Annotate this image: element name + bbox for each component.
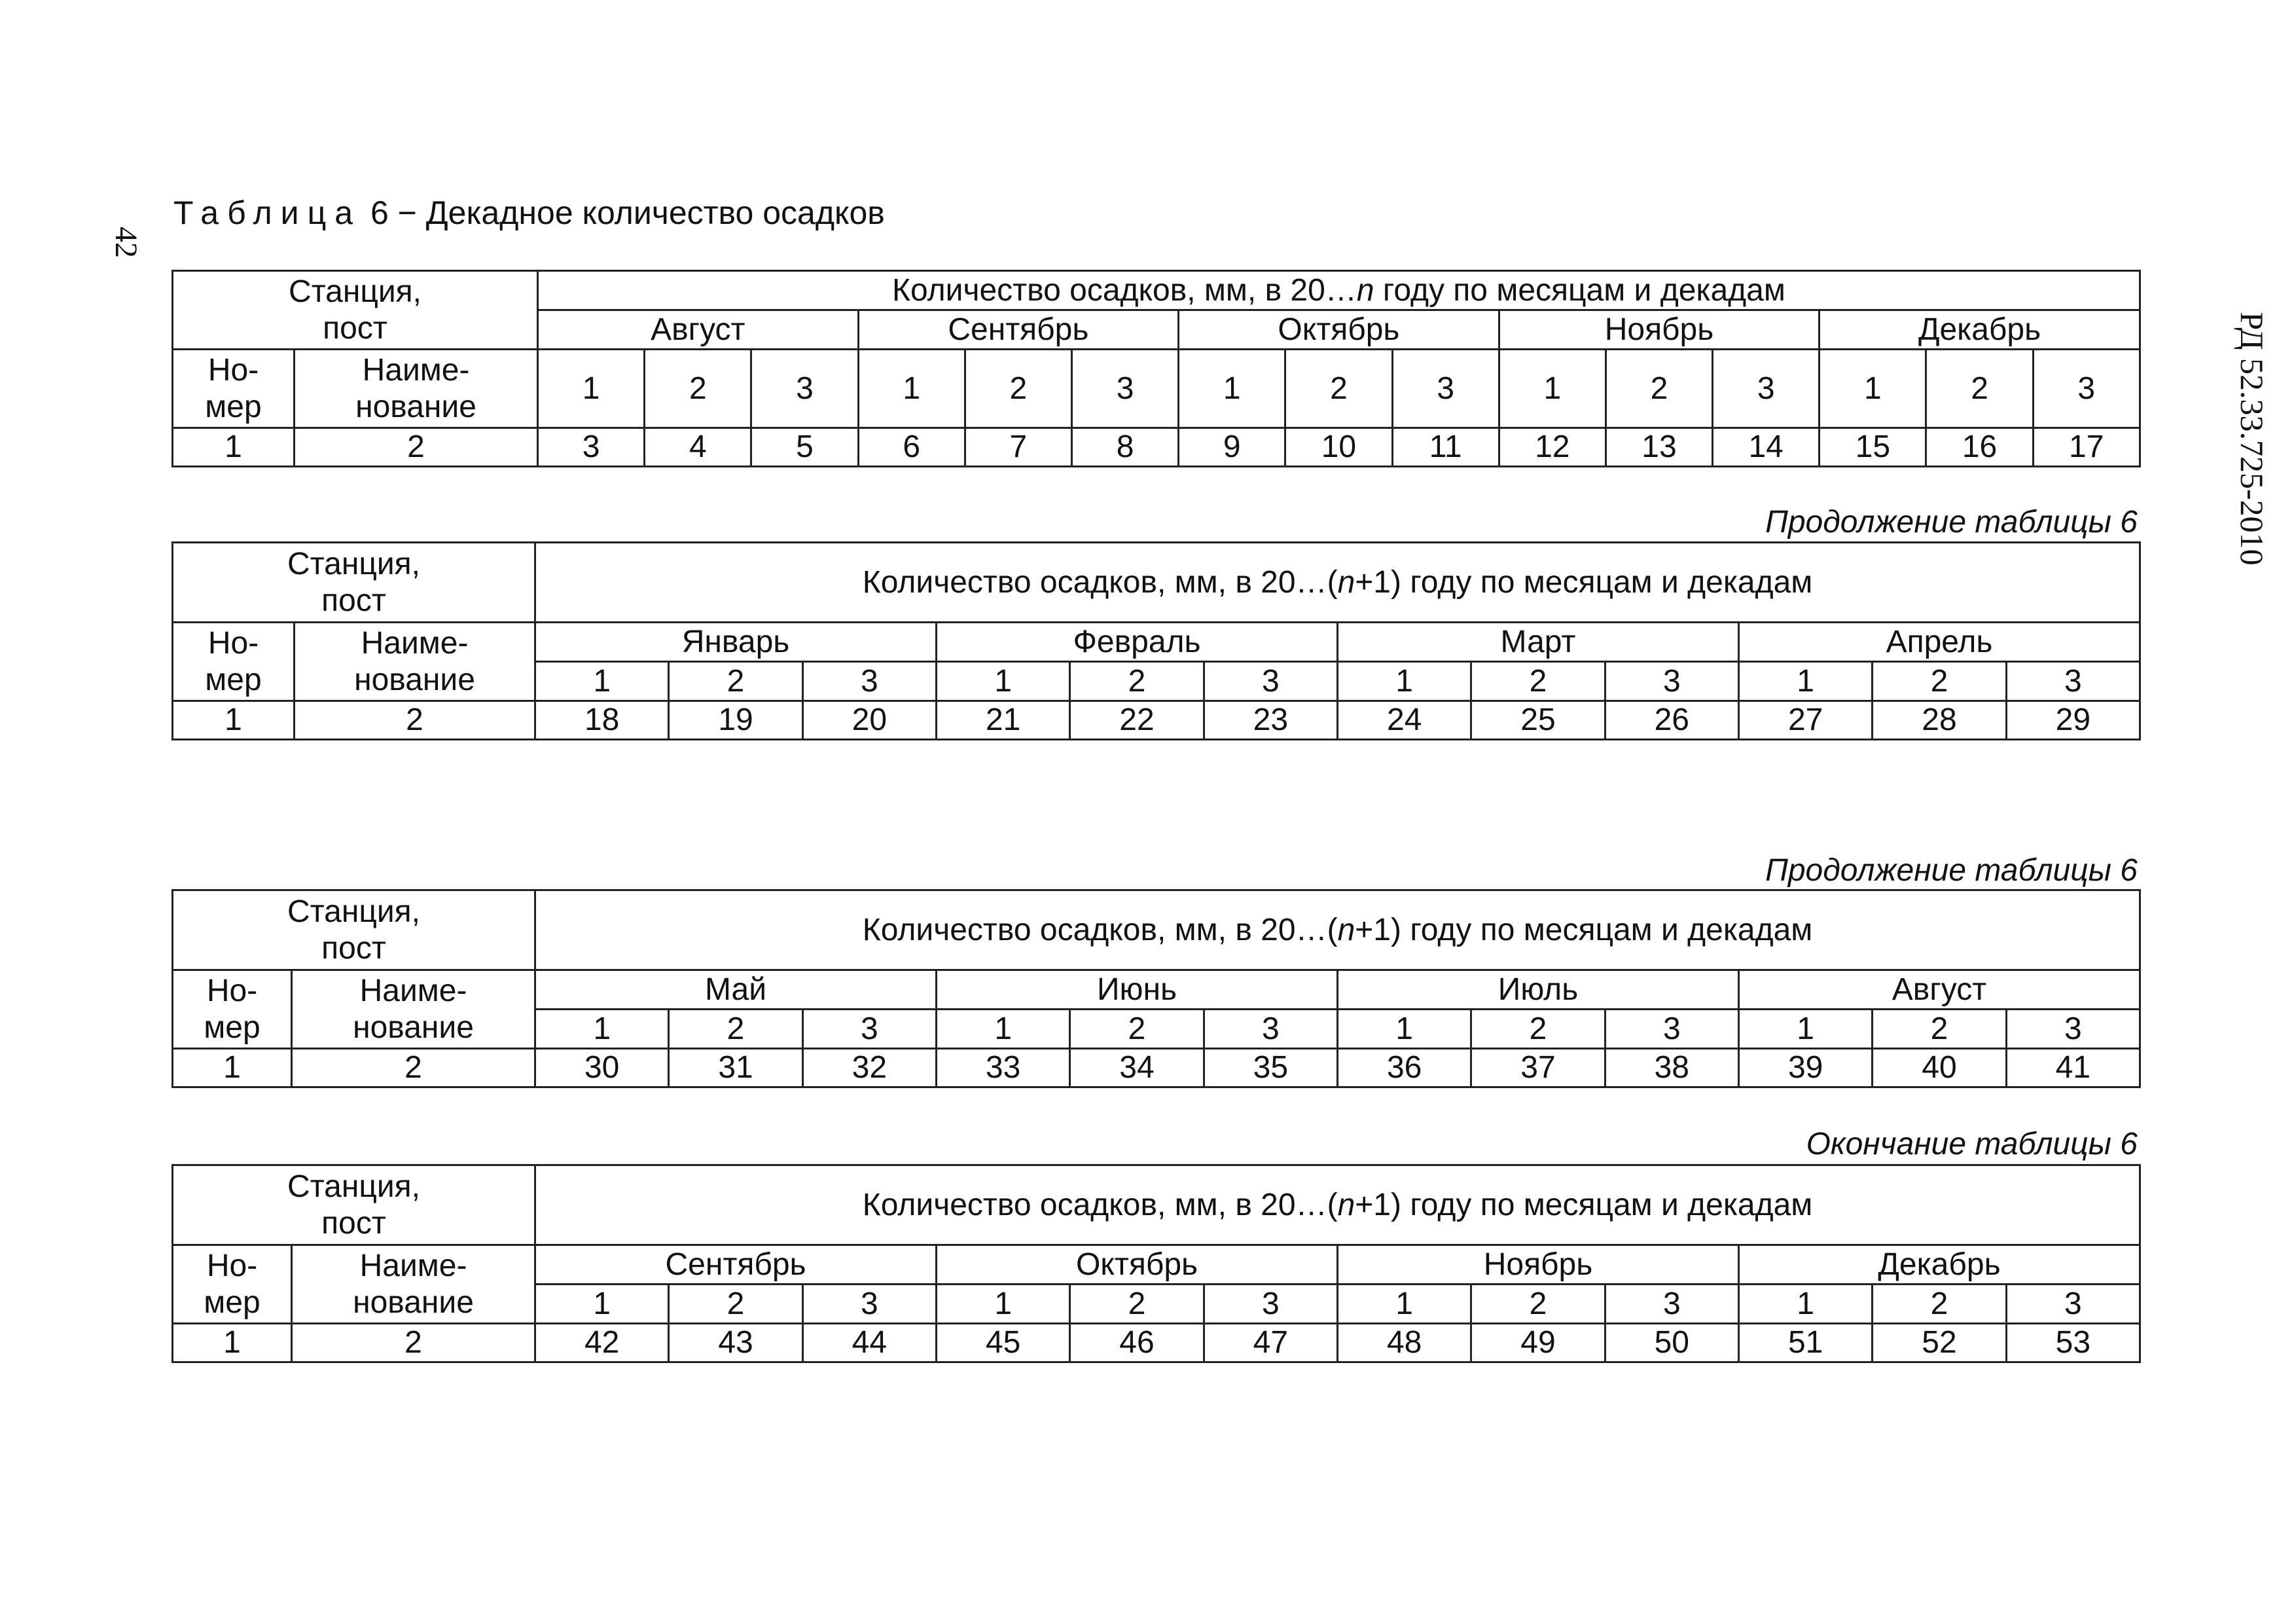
decade-header: 2: [1285, 350, 1392, 428]
column-number: 13: [1605, 428, 1712, 467]
decade-header: 3: [1713, 350, 1820, 428]
name-column-header: [295, 623, 535, 701]
column-number: 25: [1471, 701, 1605, 740]
column-number: 14: [1713, 428, 1820, 467]
month-header: Август: [538, 310, 859, 350]
name-column-header-line2: нование: [354, 662, 475, 697]
decade-header: 2: [1070, 662, 1204, 701]
continuation-label: Продолжение таблицы 6: [1765, 853, 2138, 888]
column-number: 29: [2006, 701, 2140, 740]
column-number: 35: [1204, 1049, 1337, 1087]
station-header: [173, 890, 535, 970]
column-number: 19: [669, 701, 802, 740]
name-column-header-line2: нование: [355, 389, 476, 424]
decade-header: 3: [2006, 1010, 2140, 1049]
station-header-line1: Станция,: [287, 1169, 420, 1204]
column-number: 28: [1873, 701, 2006, 740]
station-header: [173, 1165, 535, 1245]
decade-header: 1: [535, 662, 669, 701]
column-number: 39: [1738, 1049, 1872, 1087]
precipitation-table: [171, 889, 2141, 1088]
caption-dash: −: [397, 194, 417, 231]
column-number: 34: [1070, 1049, 1204, 1087]
caption-label: Таблица: [173, 194, 362, 231]
number-column-header-line1: Но-: [206, 1248, 258, 1283]
column-number: 27: [1738, 701, 1872, 740]
station-header: [173, 543, 535, 623]
decade-header: 3: [1392, 350, 1499, 428]
decade-header: 1: [1738, 662, 1872, 701]
decade-header: 1: [937, 1285, 1070, 1324]
decade-header: 1: [1337, 1010, 1471, 1049]
decade-header: 3: [751, 350, 858, 428]
station-header-line2: пост: [321, 583, 386, 618]
column-number: 43: [669, 1324, 802, 1362]
column-number: 40: [1873, 1049, 2006, 1087]
month-header: Август: [1738, 970, 2140, 1010]
column-number: 21: [937, 701, 1070, 740]
precipitation-table: [171, 541, 2141, 740]
column-number: 2: [292, 1049, 535, 1087]
month-header: Июль: [1337, 970, 1738, 1010]
header-text-end: году по месяцам и декадам: [1374, 272, 1785, 308]
column-number: 1: [173, 701, 295, 740]
month-header: Ноябрь: [1499, 310, 1820, 350]
decade-header: 1: [1738, 1285, 1872, 1324]
station-header-line2: пост: [321, 930, 386, 966]
month-header: Май: [535, 970, 937, 1010]
decade-header: 3: [1204, 1010, 1337, 1049]
name-column-header: [292, 970, 535, 1049]
decade-header: 3: [802, 1285, 936, 1324]
column-number: 47: [1204, 1324, 1337, 1362]
month-header: Ноябрь: [1337, 1245, 1738, 1285]
decade-header: 3: [802, 1010, 936, 1049]
column-number: 38: [1605, 1049, 1738, 1087]
column-number: 24: [1337, 701, 1471, 740]
header-text-start: Количество осадков, мм, в 20…(: [862, 564, 1338, 600]
header-year-variable: n: [1337, 912, 1355, 947]
column-number: 6: [858, 428, 965, 467]
decade-header: 2: [1471, 1285, 1605, 1324]
month-header: Апрель: [1738, 623, 2140, 662]
name-column-header-line1: Наиме-: [361, 625, 469, 661]
precipitation-header: [538, 271, 2140, 310]
number-column-header: [173, 1245, 292, 1324]
column-number: 2: [292, 1324, 535, 1362]
decade-header: 3: [2033, 350, 2140, 428]
decade-header: 2: [669, 1010, 802, 1049]
number-column-header-line1: Но-: [207, 625, 259, 661]
decade-header: 2: [1873, 1010, 2006, 1049]
header-text-end: +1) году по месяцам и декадам: [1355, 564, 1813, 600]
column-number: 5: [751, 428, 858, 467]
column-number: 18: [535, 701, 669, 740]
column-number: 7: [965, 428, 1071, 467]
decade-header: 3: [1204, 662, 1337, 701]
precipitation-table: [171, 1164, 2141, 1363]
name-column-header-line1: Наиме-: [359, 973, 467, 1008]
decade-header: 2: [645, 350, 751, 428]
column-number: 37: [1471, 1049, 1605, 1087]
column-number: 51: [1738, 1324, 1872, 1362]
table-caption: [173, 194, 885, 232]
month-header: Сентябрь: [535, 1245, 937, 1285]
month-header: Февраль: [937, 623, 1338, 662]
decade-header: 1: [1738, 1010, 1872, 1049]
column-number: 53: [2006, 1324, 2140, 1362]
decade-header: 3: [1605, 1010, 1738, 1049]
decade-header: 1: [937, 662, 1070, 701]
station-header-line2: пост: [321, 1205, 386, 1241]
column-number: 9: [1179, 428, 1285, 467]
decade-header: 2: [1926, 350, 2033, 428]
column-number: 15: [1820, 428, 1926, 467]
column-number: 16: [1926, 428, 2033, 467]
decade-header: 2: [1070, 1010, 1204, 1049]
header-text-end: +1) году по месяцам и декадам: [1355, 912, 1813, 947]
month-header: Декабрь: [1738, 1245, 2140, 1285]
name-column-header: [292, 1245, 535, 1324]
caption-text: Декадное количество осадков: [425, 194, 885, 231]
name-column-header-line1: Наиме-: [359, 1248, 467, 1283]
number-column-header-line2: мер: [205, 662, 262, 697]
decade-header: 1: [1337, 1285, 1471, 1324]
continuation-label: Окончание таблицы 6: [1806, 1127, 2138, 1161]
month-header: Декабрь: [1820, 310, 2140, 350]
number-column-header: [173, 350, 295, 428]
precipitation-header: [535, 543, 2140, 623]
name-column-header-line2: нование: [353, 1010, 474, 1045]
column-number: 1: [173, 428, 295, 467]
decade-header: 3: [2006, 662, 2140, 701]
column-number: 22: [1070, 701, 1204, 740]
number-column-header-line2: мер: [204, 1010, 260, 1045]
name-column-header-line2: нование: [353, 1285, 474, 1320]
number-column-header: [173, 970, 292, 1049]
number-column-header-line2: мер: [205, 389, 262, 424]
station-header-line1: Станция,: [287, 894, 420, 929]
header-text-start: Количество осадков, мм, в 20…: [892, 272, 1357, 308]
column-number: 33: [937, 1049, 1070, 1087]
continuation-label: Продолжение таблицы 6: [1765, 505, 2138, 539]
station-header-line2: пост: [323, 310, 387, 346]
column-number: 20: [802, 701, 936, 740]
month-header: Июнь: [937, 970, 1338, 1010]
decade-header: 3: [1204, 1285, 1337, 1324]
column-number: 31: [669, 1049, 802, 1087]
column-number: 36: [1337, 1049, 1471, 1087]
decade-header: 1: [858, 350, 965, 428]
decade-header: 1: [1499, 350, 1605, 428]
station-header-line1: Станция,: [287, 546, 420, 581]
header-text-start: Количество осадков, мм, в 20…(: [862, 912, 1338, 947]
column-number: 30: [535, 1049, 669, 1087]
month-header: Октябрь: [937, 1245, 1338, 1285]
column-number: 1: [173, 1049, 292, 1087]
number-column-header: [173, 623, 295, 701]
decade-header: 2: [1070, 1285, 1204, 1324]
column-number: 50: [1605, 1324, 1738, 1362]
column-number: 49: [1471, 1324, 1605, 1362]
number-column-header-line2: мер: [204, 1285, 260, 1320]
decade-header: 2: [1873, 662, 2006, 701]
month-header: Октябрь: [1179, 310, 1499, 350]
decade-header: 3: [1605, 1285, 1738, 1324]
column-number: 11: [1392, 428, 1499, 467]
decade-header: 3: [2006, 1285, 2140, 1324]
decade-header: 2: [1471, 1010, 1605, 1049]
column-number: 10: [1285, 428, 1392, 467]
column-number: 46: [1070, 1324, 1204, 1362]
header-year-variable: n: [1356, 272, 1374, 308]
column-number: 45: [937, 1324, 1070, 1362]
station-header-line1: Станция,: [289, 274, 422, 309]
header-year-variable: n: [1337, 564, 1355, 600]
decade-header: 1: [1337, 662, 1471, 701]
column-number: 32: [802, 1049, 936, 1087]
column-number: 26: [1605, 701, 1738, 740]
column-number: 41: [2006, 1049, 2140, 1087]
column-number: 42: [535, 1324, 669, 1362]
column-number: 1: [173, 1324, 292, 1362]
column-number: 4: [645, 428, 751, 467]
column-number: 48: [1337, 1324, 1471, 1362]
precipitation-table: [171, 270, 2141, 467]
column-number: 8: [1071, 428, 1178, 467]
decade-header: 3: [1605, 662, 1738, 701]
precipitation-header: [535, 890, 2140, 970]
name-column-header-line1: Наиме-: [362, 352, 470, 388]
column-number: 2: [295, 701, 535, 740]
decade-header: 2: [1605, 350, 1712, 428]
decade-header: 1: [535, 1285, 669, 1324]
decade-header: 2: [1471, 662, 1605, 701]
decade-header: 1: [535, 1010, 669, 1049]
decade-header: 3: [802, 662, 936, 701]
caption-number: 6: [370, 194, 389, 231]
decade-header: 1: [1820, 350, 1926, 428]
header-year-variable: n: [1337, 1187, 1355, 1222]
document-code: РД 52.33.725-2010: [2234, 312, 2270, 566]
decade-header: 1: [538, 350, 645, 428]
month-header: Март: [1337, 623, 1738, 662]
decade-header: 2: [965, 350, 1071, 428]
decade-header: 2: [669, 1285, 802, 1324]
column-number: 2: [295, 428, 538, 467]
decade-header: 3: [1071, 350, 1178, 428]
page-number: 42: [109, 227, 143, 258]
precipitation-header: [535, 1165, 2140, 1245]
decade-header: 1: [937, 1010, 1070, 1049]
header-text-start: Количество осадков, мм, в 20…(: [862, 1187, 1338, 1222]
header-text-end: +1) году по месяцам и декадам: [1355, 1187, 1813, 1222]
decade-header: 2: [669, 662, 802, 701]
column-number: 23: [1204, 701, 1337, 740]
decade-header: 1: [1179, 350, 1285, 428]
column-number: 44: [802, 1324, 936, 1362]
number-column-header-line1: Но-: [206, 973, 258, 1008]
month-header: Сентябрь: [858, 310, 1179, 350]
column-number: 3: [538, 428, 645, 467]
column-number: 12: [1499, 428, 1605, 467]
station-header: [173, 271, 538, 350]
decade-header: 2: [1873, 1285, 2006, 1324]
number-column-header-line1: Но-: [207, 352, 259, 388]
column-number: 17: [2033, 428, 2140, 467]
column-number: 52: [1873, 1324, 2006, 1362]
name-column-header: [295, 350, 538, 428]
month-header: Январь: [535, 623, 937, 662]
